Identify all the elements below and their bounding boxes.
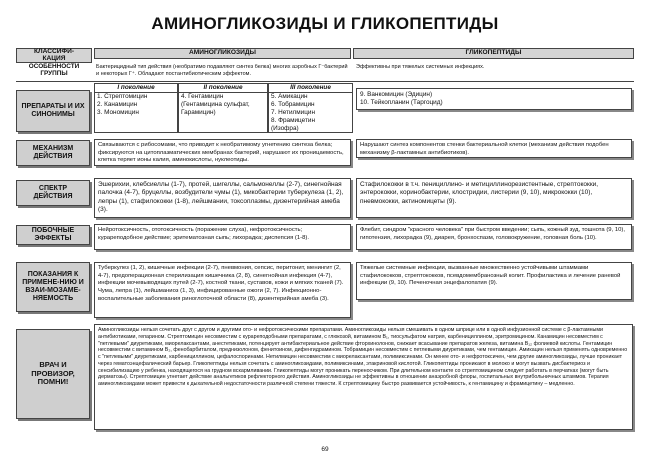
aminoglycosides-header: АМИНОГЛИКОЗИДЫ bbox=[94, 48, 351, 59]
spectrum-aminoglycosides: Эшерихии, клебсиеллы (1-7), протей, шигеллы, сальмонеллы (2-7), синегнойная палочка (4-7), бруцеллы, возбудители чумы (1), микобактерии туберкулеза (1, 2), лепры (1), стафилококки (1-8), лейшмании, токсоплазмы, дизентерийная амеба (3). bbox=[94, 178, 351, 218]
generation-2-box bbox=[178, 83, 268, 133]
drug-item: (Изофра) bbox=[271, 125, 299, 132]
indications-glycopeptides: Тяжелые системные инфекции, вызванные множественно устойчивыми штаммами стафилококков, стрептококков, псевдомембранозный колит. Профилактика и лечение раневой инфекции (9, 10). Печеночная энцефалопатия (9). bbox=[356, 262, 632, 300]
side-effects-aminoglycosides: Нейротоксичность, ототоксичность (поражение слуха), нефротоксичность; курареподобное действие; эритематозная сыпь; лихорадка; диспепсия (1-8). bbox=[94, 224, 351, 250]
glycopeptides-header: ГЛИКОПЕПТИДЫ bbox=[353, 48, 634, 59]
classification-header: КЛАССИФИ- КАЦИЯ bbox=[16, 48, 92, 63]
features-aminoglycosides: Бактерицидный тип действия (необратимо подавляют синтез белка) многих аэробных Г⁻бактерий и некоторых Г⁺. Обладают постантибиотическим эффектом. bbox=[96, 64, 348, 77]
generation-1-box bbox=[94, 83, 178, 133]
side-effects-label: ПОБОЧНЫЕ ЭФФЕКТЫ bbox=[16, 225, 90, 245]
mechanism-aminoglycosides: Связываются с рибосомами, что приводит к необратимому угнетению синтеза белка; фиксируются на цитоплазматических мембранах бактерий, нарушают их проницаемость, клетка теряет ионы калия, аминокислоты, нуклеотиды. bbox=[94, 139, 351, 166]
drugs-label: ПРЕПАРАТЫ И ИХ СИНОНИМЫ bbox=[16, 90, 90, 132]
drug-item: (Гентамицина сульфат, bbox=[181, 101, 250, 108]
generation-3-box bbox=[268, 83, 353, 133]
drug-item: 3. Мономицин bbox=[97, 109, 139, 116]
features-label: ОСОБЕННОСТИ ГРУППЫ bbox=[28, 63, 80, 77]
drug-item: 8. Фрамицетин bbox=[271, 117, 315, 124]
mechanism-label: МЕХАНИЗМ ДЕЙСТВИЯ bbox=[16, 140, 90, 166]
page-number: 69 bbox=[321, 446, 329, 453]
indications-label: ПОКАЗАНИЯ К ПРИМЕНЕ-НИЮ И ВЗАИ-МОЗАМЕ-НЯЕМОСТЬ bbox=[16, 262, 90, 312]
drug-item: 1. Стрептомицин bbox=[97, 93, 148, 100]
doctor-warning-text: Аминогликозиды нельзя сочетать друг с другом и другими ото- и нефротоксическими препаратами. Аминогликозиды нельзя смешивать в одном шприце или в одной инфузионной системе с β-лактамными антибиотиками, гепарином. Стрептомицин несовместим с курареподобными препаратами, с глюкозой, витамином B₁, тиосульфатом натрия, карбенициллином, эритромицином. Канамицин несовместим с "петлевыми" диуретиками, миорелаксантами, анестетиками, потенцирует антибактериальное действие фторхинолонов, снижает всасывание препаратов железа, витамина B₁₂ фолиевой кислоты. Гентамицин несовместим с витамином B₂, фенобарбиталом, преднизолоном, фенитоином, дифенгидрамином. Тобрамицин несовместим с петлевыми диуретиками, чем гентамицин. Амикацин нельзя применять одновременно с "петлевыми" диуретиками, карбенициллином, цефалоспоринами. Нетилмицин несовместим с миорелаксантами, полимиксинами. Он менее ото- и нефротоксичен, чем другие аминогликозиды, лучше проникает через гематоэнцефалический барьер. Гликопептиды нельзя сочетать с аминогликозидами, полимиксинами, этакриновой кислотой. Гликопептиды проникают в молоко и могут вызвать дисбактериоз и сенсибилизацию у ребенка, находящегося на грудном вскармливании. Гликопептиды могут проникать переносчиком. При длительном контакте со стрептомицином следует работать в перчатках (могут быть дерматозы). Стрептомицин угнетает действие анальгетиков рефлекторного действия. Аминогликозиды не эффективны в отношении анаэробной флоры, госпитальных внутрибольничных штаммов. Терапия аминогликозидами может привести к дыхательной недостаточности различной степени тяжести. К стрептомицину быстро развивается устойчивость, к гентамицину и фрамицетину – медленно. bbox=[94, 324, 633, 430]
spectrum-label: СПЕКТР ДЕЙСТВИЯ bbox=[16, 180, 90, 206]
row-divider bbox=[16, 81, 634, 82]
drug-item: 10. Тейкопланин (Таргоцид) bbox=[360, 99, 443, 107]
drug-item: 5. Амикацин bbox=[271, 93, 308, 100]
indications-aminoglycosides: Туберкулез (1, 2), кишечные инфекции (2-7), пневмония, сепсис, перитонит, менингит (2, 4-7), предоперационная стерилизация кишечника (2, 8), синегнойная инфекция (4-7), инфекции мочевыводящих путей (2-7), костной ткани, суставов, кожи и мягких тканей (7). Чума, лепра (1), лейшманиоз (1, 3), инфицированные ожоги (2, 7). Инфекционно-воспалительные заболевания риноглоточной области (8), дизентерийная амеба (3). bbox=[94, 262, 351, 318]
page-title: АМИНОГЛИКОЗИДЫ И ГЛИКОПЕПТИДЫ bbox=[151, 14, 499, 33]
doctor-warning-label: ВРАЧ И ПРОВИЗОР, ПОМНИ! bbox=[16, 329, 90, 419]
drug-item: 7. Нетилмицин bbox=[271, 109, 316, 116]
glycopeptide-drugs bbox=[356, 88, 632, 110]
generation-2-heading: II поколение bbox=[179, 84, 267, 93]
features-glycopeptides: Эффективны при тяжелых системных инфекциях. bbox=[356, 64, 485, 70]
generation-3-heading: III поколение bbox=[269, 84, 352, 93]
side-effects-glycopeptides: Флебит, синдром "красного человека" при быстром введении; сыпь, кожный зуд, тошнота (9, 10), гипотензия, лихорадка (9), диарея, бронхоспазм, головокружение, головная боль (10). bbox=[356, 224, 632, 250]
drug-item: 9. Ванкомицин (Эдицин) bbox=[360, 91, 433, 98]
drug-item: 6. Тобрамицин bbox=[271, 101, 315, 108]
spectrum-glycopeptides: Стафилококки в т.ч. пенициллино- и метициллинорезистентные, стрептококки, энтерококки, коринобактерии, клостридии, листерии (9, 10), микрококки (10), пневмококки, актиномицеты (9). bbox=[356, 178, 632, 218]
drug-item: 2. Канамицин bbox=[97, 101, 138, 108]
mechanism-glycopeptides: Нарушают синтез компонентов стенки бактериальной клетки (механизм действия подобен механизму β-лактамных антибиотиков). bbox=[356, 139, 632, 158]
generation-1-heading: I поколение bbox=[95, 84, 177, 93]
drug-item: Гарамицин) bbox=[181, 109, 216, 116]
drug-item: 4. Гентамицин bbox=[181, 93, 224, 100]
